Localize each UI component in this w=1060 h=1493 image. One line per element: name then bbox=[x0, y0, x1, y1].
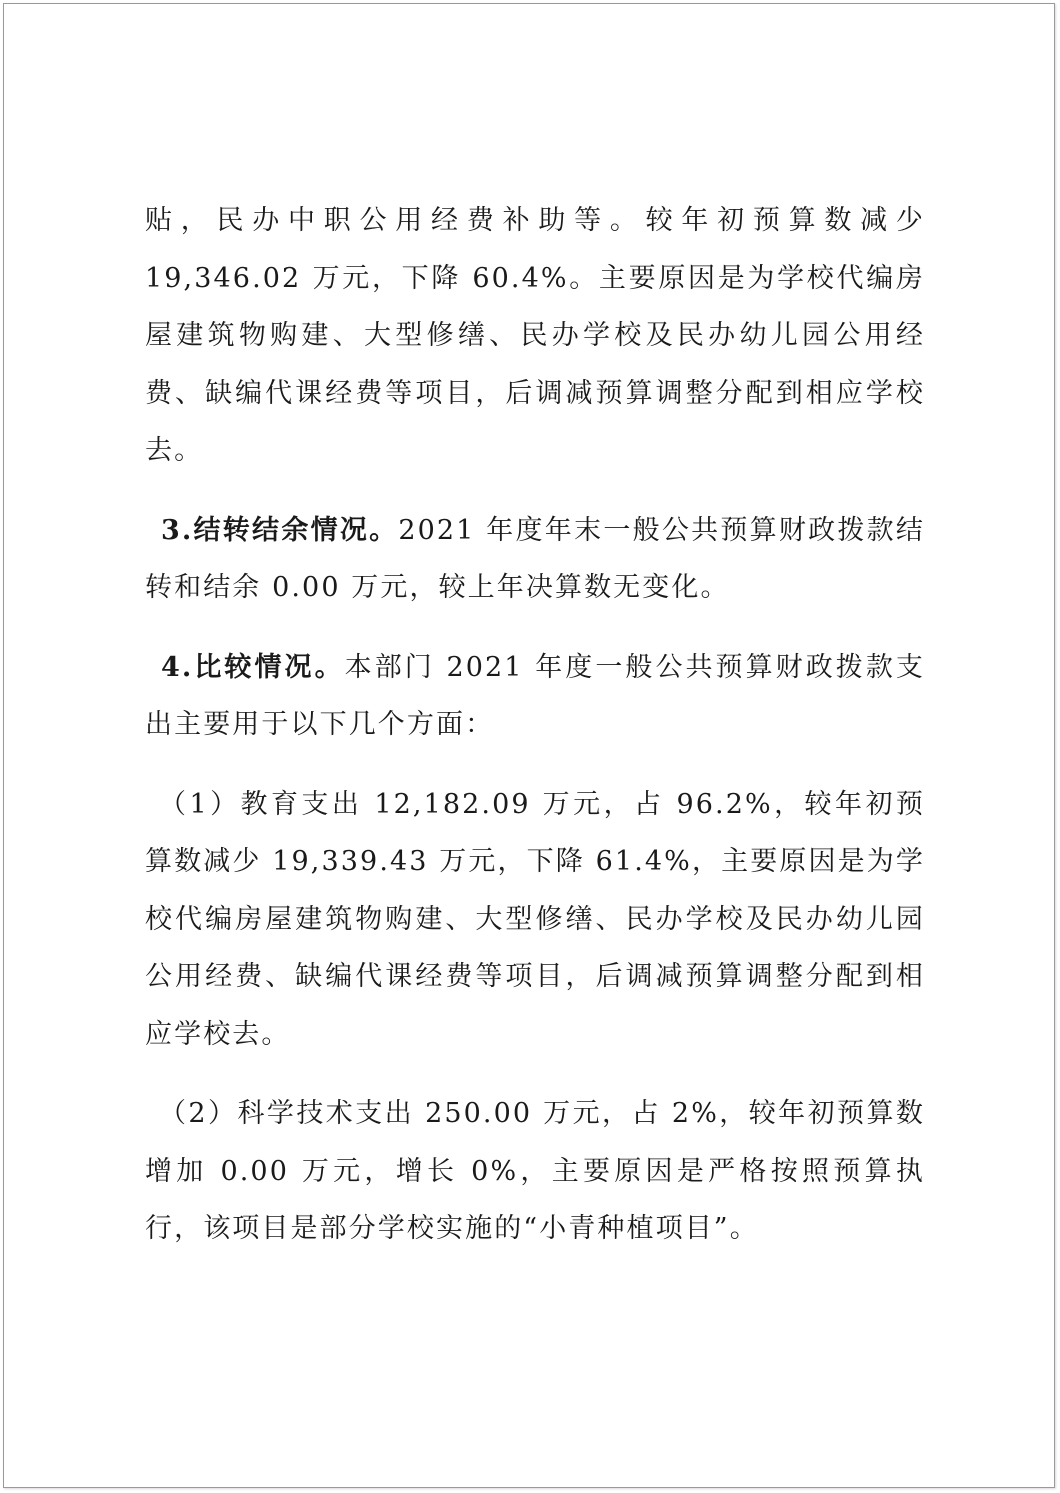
section-heading-comparison: 4.比较情况。 bbox=[161, 651, 345, 683]
section-heading-carryover: 3.结转结余情况。 bbox=[161, 514, 399, 546]
paragraph-education-expenditure: （1）教育支出 12,182.09 万元，占 96.2%，较年初预算数减少 19,339.43 万元，下降 61.4%，主要原因是为学校代编房屋建筑物购建、大型修缮、民办学校及民办幼儿园公用经费、缺编代课经费等项目，后调减预算调整分配到相应学校去。 bbox=[145, 788, 925, 1050]
document-body bbox=[145, 192, 925, 1280]
carryover-text: 2021 年度年末一般公共预算财政拨款结转和结余 0.00 万元，较上年决算数无变化。 bbox=[145, 514, 925, 603]
comparison-text: 本部门 2021 年度一般公共预算财政拨款支出主要用于以下几个方面： bbox=[145, 651, 926, 740]
paragraph-carryover bbox=[145, 502, 925, 617]
paragraph-science-expenditure: （2）科学技术支出 250.00 万元，占 2%，较年初预算数增加 0.00 万元，增长 0%，主要原因是严格按照预算执行，该项目是部分学校实施的“小青种植项目”。 bbox=[145, 1098, 925, 1244]
document-page bbox=[3, 3, 1055, 1488]
paragraph-education-funding-continued: 贴，民办中职公用经费补助等。较年初预算数减少 19,346.02 万元，下降 60.4%。主要原因是为学校代编房屋建筑物购建、大型修缮、民办学校及民办幼儿园公用经费、缺编代课经费等项目，后调减预算调整分配到相应学校去。 bbox=[145, 205, 925, 466]
paragraph-comparison bbox=[145, 639, 925, 754]
